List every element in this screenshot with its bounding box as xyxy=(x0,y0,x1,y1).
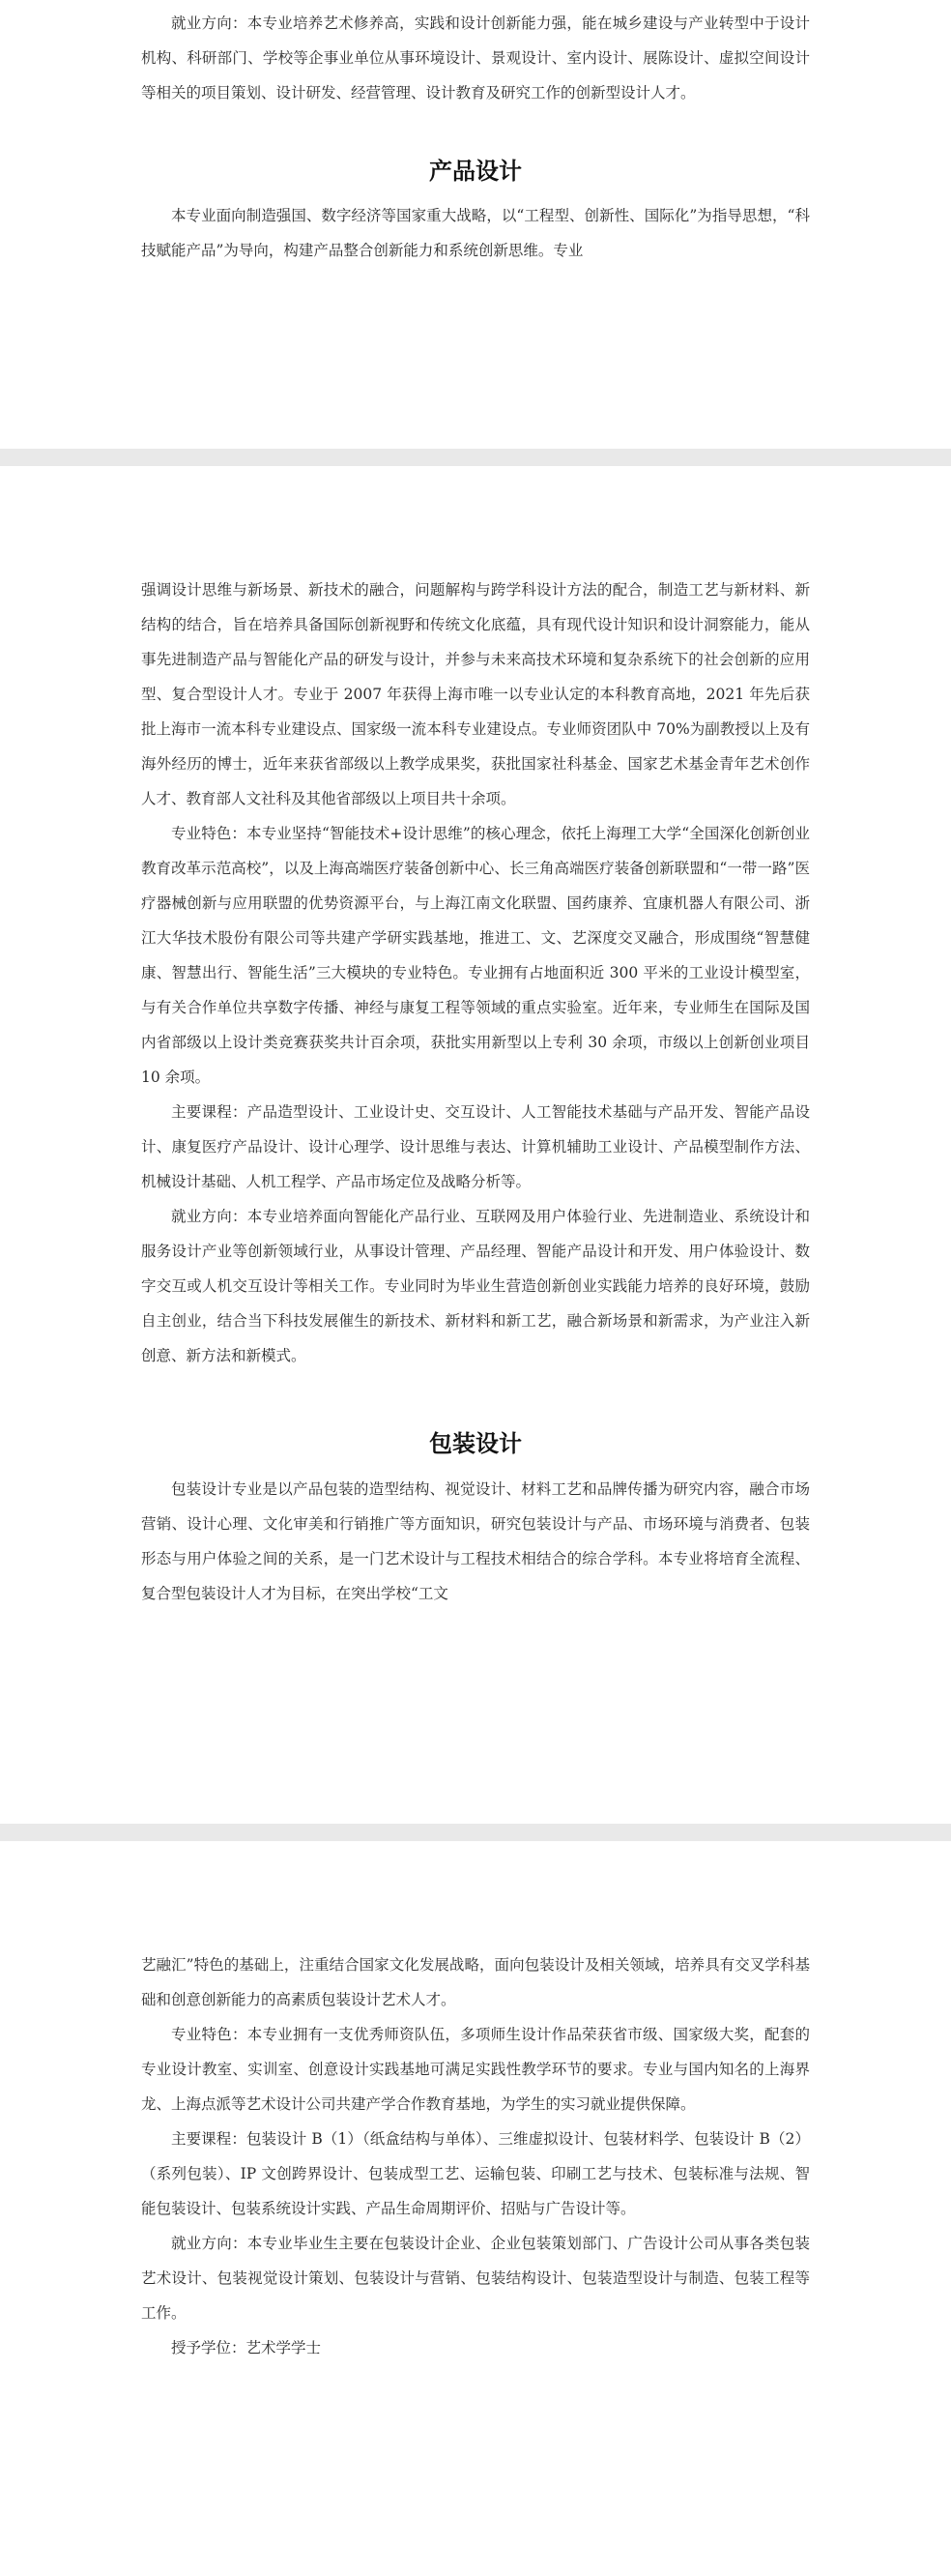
paragraph-product-design-features: 专业特色：本专业坚持“智能技术+设计思维”的核心理念，依托上海理工大学“全国深化创新创业教育改革示范高校”，以及上海高端医疗装备创新中心、长三角高端医疗装备创新联盟和“一带一路”医疗器械创新与应用联盟的优势资源平台，与上海江南文化联盟、国药康养、宜康机器人有限公司、浙江大华技术股份有限公司等共建产学研实践基地，推进工、文、艺深度交叉融合，形成围绕“智慧健康、智慧出行、智能生活”三大模块的专业特色。专业拥有占地面积近 300 平米的工业设计模型室，与有关合作单位共享数字传播、神经与康复工程等领域的重点实验室。近年来，专业师生在国际及国内省部级以上设计类竞赛获奖共计百余项，获批实用新型以上专利 30 余项，市级以上创新创业项目 10 余项。 xyxy=(141,825,810,1086)
paragraph-product-design-overview: 强调设计思维与新场景、新技术的融合，问题解构与跨学科设计方法的配合，制造工艺与新材料、新结构的结合，旨在培养具备国际创新视野和传统文化底蕴，具有现代设计知识和设计洞察能力，能从事先进制造产品与智能化产品的研发与设计，并参与未来高技术环境和复杂系统下的社会创新的应用型、复合型设计人才。专业于 2007 年获得上海市唯一以专业认定的本科教育高地，2021 年先后获批上海市一流本科专业建设点、国家级一流本科专业建设点。专业师资团队中 70%为副教授以上及有海外经历的博士，近年来获省部级以上教学成果奖，获批国家社科基金、国家艺术基金青年艺术创作人才、教育部人文社科及其他省部级以上项目共十余项。 xyxy=(141,581,810,807)
paragraph-packaging-design-employment: 就业方向：本专业毕业生主要在包装设计企业、企业包装策划部门、广告设计公司从事各类包装艺术设计、包装视觉设计策划、包装设计与营销、包装结构设计、包装造型设计与制造、包装工程等工作。 xyxy=(141,2235,810,2322)
section-heading-packaging-design: 包装设计 xyxy=(429,1430,522,1457)
paragraph-packaging-design-courses: 主要课程：包装设计 B（1）（纸盒结构与单体）、三维虚拟设计、包装材料学、包装设计 B（2）（系列包装）、IP 文创跨界设计、包装成型工艺、运输包装、印刷工艺与技术、包装标准与法规、智能包装设计、包装系统设计实践、产品生命周期评价、招贴与广告设计等。 xyxy=(141,2130,810,2217)
paragraph-degree-awarded: 授予学位：艺术学学士 xyxy=(171,2339,322,2356)
document-page-2 xyxy=(0,466,951,1824)
page-separator xyxy=(0,449,951,466)
page-separator xyxy=(0,1824,951,1841)
paragraph-product-design-employment: 就业方向：本专业培养面向智能化产品行业、互联网及用户体验行业、先进制造业、系统设计和服务设计产业等创新领域行业，从事设计管理、产品经理、智能产品设计和开发、用户体验设计、数字交互或人机交互设计等相关工作。专业同时为毕业生营造创新创业实践能力培养的良好环境，鼓励自主创业，结合当下科技发展催生的新技术、新材料和新工艺，融合新场景和新需求，为产业注入新创意、新方法和新模式。 xyxy=(141,1208,810,1364)
document-page-3 xyxy=(0,1841,951,2576)
paragraph-packaging-design-features: 专业特色：本专业拥有一支优秀师资队伍，多项师生设计作品荣获省市级、国家级大奖，配套的专业设计教室、实训室、创意设计实践基地可满足实践性教学环节的要求。专业与国内知名的上海界龙、上海点派等艺术设计公司共建产学合作教育基地，为学生的实习就业提供保障。 xyxy=(141,2026,810,2113)
section-heading-product-design: 产品设计 xyxy=(429,158,522,185)
page-1-content xyxy=(141,6,810,268)
paragraph-product-design-courses: 主要课程：产品造型设计、工业设计史、交互设计、人工智能技术基础与产品开发、智能产品设计、康复医疗产品设计、设计心理学、设计思维与表达、计算机辅助工业设计、产品模型制作方法、机械设计基础、人机工程学、产品市场定位及战略分析等。 xyxy=(141,1103,810,1190)
paragraph-product-design-intro: 本专业面向制造强国、数字经济等国家重大战略，以“工程型、创新性、国际化”为指导思想，“科技赋能产品”为导向，构建产品整合创新能力和系统创新思维。专业 xyxy=(141,207,810,259)
page-2-content xyxy=(141,572,810,1611)
paragraph-employment-environment-design: 就业方向：本专业培养艺术修养高，实践和设计创新能力强，能在城乡建设与产业转型中于设计机构、科研部门、学校等企事业单位从事环境设计、景观设计、室内设计、展陈设计、虚拟空间设计等相关的项目策划、设计研发、经营管理、设计教育及研究工作的创新型设计人才。 xyxy=(141,15,810,102)
paragraph-packaging-design-goal: 艺融汇”特色的基础上，注重结合国家文化发展战略，面向包装设计及相关领域，培养具有交叉学科基础和创意创新能力的高素质包装设计艺术人才。 xyxy=(141,1956,810,2008)
page-3-content xyxy=(141,1947,810,2365)
document-page-1 xyxy=(0,0,951,449)
paragraph-packaging-design-intro: 包装设计专业是以产品包装的造型结构、视觉设计、材料工艺和品牌传播为研究内容，融合市场营销、设计心理、文化审美和行销推广等方面知识，研究包装设计与产品、市场环境与消费者、包装形态与用户体验之间的关系，是一门艺术设计与工程技术相结合的综合学科。本专业将培育全流程、复合型包装设计人才为目标，在突出学校“工文 xyxy=(141,1480,810,1602)
